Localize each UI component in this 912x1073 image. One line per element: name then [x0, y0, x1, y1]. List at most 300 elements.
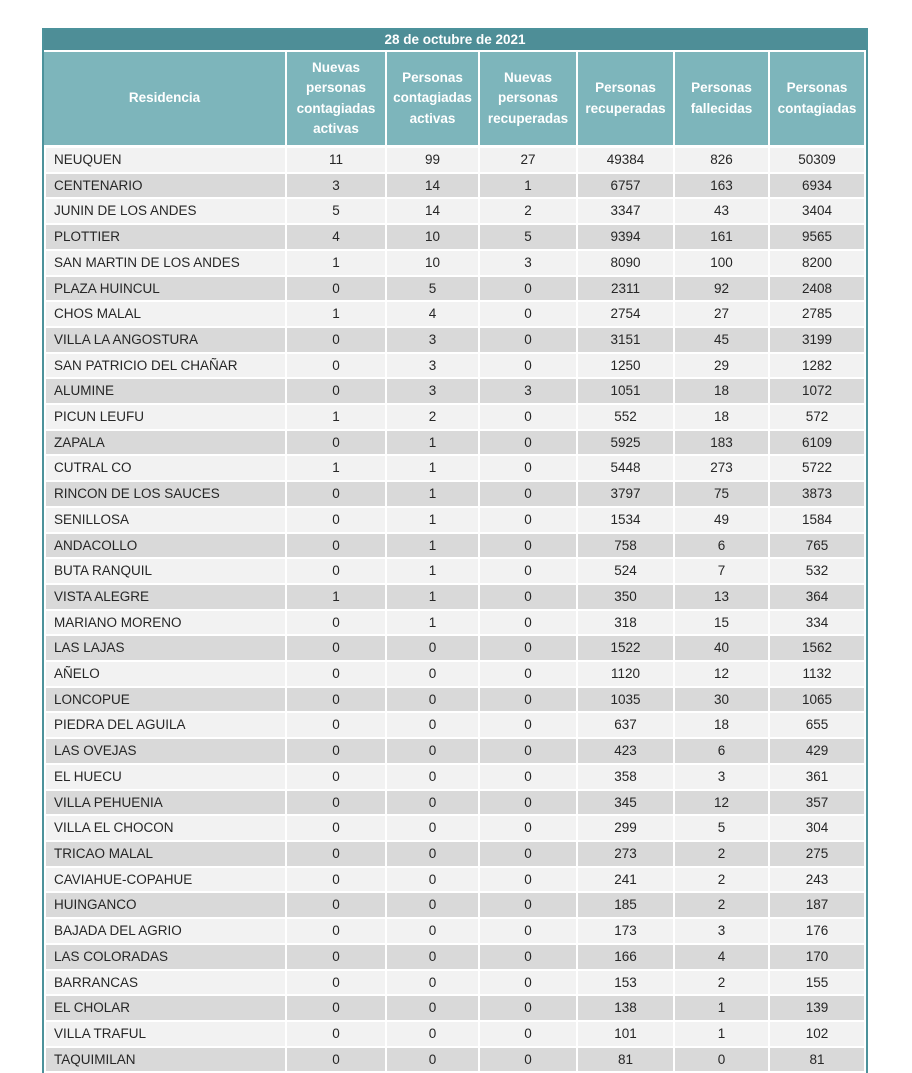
value-cell: 361: [770, 765, 866, 791]
residencia-cell: CENTENARIO: [44, 174, 287, 200]
value-cell: 0: [287, 842, 387, 868]
value-cell: 81: [770, 1048, 866, 1073]
value-cell: 183: [675, 431, 770, 457]
table-body: [44, 148, 866, 1073]
value-cell: 0: [387, 1022, 480, 1048]
residencia-cell: CAVIAHUE-COPAHUE: [44, 868, 287, 894]
table-row: [44, 199, 866, 225]
value-cell: 1: [387, 431, 480, 457]
column-header-fallecidas: Personas fallecidas: [675, 52, 770, 148]
value-cell: 273: [675, 456, 770, 482]
value-cell: 0: [480, 842, 578, 868]
column-header-row: [44, 52, 866, 148]
value-cell: 27: [675, 302, 770, 328]
value-cell: 358: [578, 765, 675, 791]
value-cell: 0: [480, 534, 578, 560]
value-cell: 12: [675, 662, 770, 688]
value-cell: 0: [387, 688, 480, 714]
value-cell: 2: [675, 971, 770, 997]
table-row: [44, 534, 866, 560]
value-cell: 0: [287, 739, 387, 765]
residencia-cell: LAS COLORADAS: [44, 945, 287, 971]
value-cell: 0: [287, 482, 387, 508]
value-cell: 0: [480, 405, 578, 431]
value-cell: 0: [480, 713, 578, 739]
value-cell: 2408: [770, 277, 866, 303]
table-row: [44, 611, 866, 637]
value-cell: 1: [287, 251, 387, 277]
value-cell: 1: [287, 405, 387, 431]
value-cell: 0: [287, 945, 387, 971]
column-header-contagiadas-activas: Personas contagiadas activas: [387, 52, 480, 148]
value-cell: 0: [387, 816, 480, 842]
residencia-cell: BARRANCAS: [44, 971, 287, 997]
value-cell: 27: [480, 148, 578, 174]
value-cell: 1051: [578, 379, 675, 405]
value-cell: 0: [287, 662, 387, 688]
value-cell: 0: [480, 328, 578, 354]
residencia-cell: EL CHOLAR: [44, 996, 287, 1022]
value-cell: 163: [675, 174, 770, 200]
value-cell: 3: [387, 354, 480, 380]
value-cell: 30: [675, 688, 770, 714]
residencia-cell: BAJADA DEL AGRIO: [44, 919, 287, 945]
value-cell: 1: [387, 585, 480, 611]
value-cell: 138: [578, 996, 675, 1022]
value-cell: 14: [387, 199, 480, 225]
residencia-cell: HUINGANCO: [44, 893, 287, 919]
value-cell: 10: [387, 251, 480, 277]
value-cell: 345: [578, 791, 675, 817]
value-cell: 0: [480, 482, 578, 508]
value-cell: 0: [480, 893, 578, 919]
value-cell: 1: [387, 508, 480, 534]
value-cell: 187: [770, 893, 866, 919]
value-cell: 3347: [578, 199, 675, 225]
value-cell: 1250: [578, 354, 675, 380]
value-cell: 0: [287, 765, 387, 791]
column-header-residencia: Residencia: [44, 52, 287, 148]
value-cell: 0: [287, 868, 387, 894]
value-cell: 1534: [578, 508, 675, 534]
value-cell: 0: [480, 868, 578, 894]
residencia-cell: SAN MARTIN DE LOS ANDES: [44, 251, 287, 277]
table-row: [44, 328, 866, 354]
table-row: [44, 379, 866, 405]
value-cell: 9565: [770, 225, 866, 251]
value-cell: 100: [675, 251, 770, 277]
value-cell: 572: [770, 405, 866, 431]
value-cell: 0: [287, 559, 387, 585]
value-cell: 1584: [770, 508, 866, 534]
value-cell: 5448: [578, 456, 675, 482]
table-row: [44, 996, 866, 1022]
value-cell: 3: [480, 251, 578, 277]
value-cell: 166: [578, 945, 675, 971]
value-cell: 2: [480, 199, 578, 225]
value-cell: 0: [480, 971, 578, 997]
value-cell: 9394: [578, 225, 675, 251]
value-cell: 18: [675, 713, 770, 739]
value-cell: 3: [675, 919, 770, 945]
covid-report-table: [42, 28, 868, 1073]
value-cell: 1: [287, 302, 387, 328]
value-cell: 43: [675, 199, 770, 225]
table-row: [44, 431, 866, 457]
value-cell: 0: [387, 996, 480, 1022]
value-cell: 241: [578, 868, 675, 894]
residencia-cell: VILLA EL CHOCON: [44, 816, 287, 842]
value-cell: 13: [675, 585, 770, 611]
value-cell: 357: [770, 791, 866, 817]
table-row: [44, 1048, 866, 1073]
value-cell: 3: [387, 379, 480, 405]
value-cell: 826: [675, 148, 770, 174]
table-row: [44, 945, 866, 971]
value-cell: 170: [770, 945, 866, 971]
residencia-cell: VILLA PEHUENIA: [44, 791, 287, 817]
table-row: [44, 765, 866, 791]
table-row: [44, 971, 866, 997]
value-cell: 0: [387, 893, 480, 919]
value-cell: 176: [770, 919, 866, 945]
value-cell: 10: [387, 225, 480, 251]
value-cell: 2: [675, 893, 770, 919]
value-cell: 173: [578, 919, 675, 945]
value-cell: 304: [770, 816, 866, 842]
value-cell: 0: [480, 739, 578, 765]
value-cell: 0: [387, 945, 480, 971]
value-cell: 153: [578, 971, 675, 997]
table-row: [44, 791, 866, 817]
title-row: [44, 30, 866, 52]
value-cell: 0: [480, 791, 578, 817]
value-cell: 8200: [770, 251, 866, 277]
value-cell: 1: [387, 482, 480, 508]
table-row: [44, 688, 866, 714]
residencia-cell: CUTRAL CO: [44, 456, 287, 482]
residencia-cell: EL HUECU: [44, 765, 287, 791]
residencia-cell: TAQUIMILAN: [44, 1048, 287, 1073]
value-cell: 0: [480, 302, 578, 328]
residencia-cell: NEUQUEN: [44, 148, 287, 174]
value-cell: 3199: [770, 328, 866, 354]
table-row: [44, 482, 866, 508]
value-cell: 0: [287, 791, 387, 817]
value-cell: 8090: [578, 251, 675, 277]
value-cell: 3404: [770, 199, 866, 225]
report-date-title: 28 de octubre de 2021: [44, 30, 866, 52]
value-cell: 0: [387, 868, 480, 894]
value-cell: 275: [770, 842, 866, 868]
value-cell: 0: [287, 1048, 387, 1073]
value-cell: 0: [287, 328, 387, 354]
value-cell: 2: [675, 842, 770, 868]
value-cell: 0: [387, 842, 480, 868]
value-cell: 350: [578, 585, 675, 611]
value-cell: 0: [287, 816, 387, 842]
value-cell: 0: [287, 919, 387, 945]
value-cell: 3: [387, 328, 480, 354]
value-cell: 0: [387, 791, 480, 817]
value-cell: 2: [387, 405, 480, 431]
value-cell: 1035: [578, 688, 675, 714]
value-cell: 0: [387, 662, 480, 688]
value-cell: 0: [480, 431, 578, 457]
value-cell: 0: [287, 379, 387, 405]
value-cell: 0: [480, 919, 578, 945]
table-row: [44, 868, 866, 894]
value-cell: 99: [387, 148, 480, 174]
table-row: [44, 919, 866, 945]
value-cell: 1: [387, 559, 480, 585]
value-cell: 1: [675, 996, 770, 1022]
table-row: [44, 508, 866, 534]
residencia-cell: AÑELO: [44, 662, 287, 688]
value-cell: 101: [578, 1022, 675, 1048]
value-cell: 5722: [770, 456, 866, 482]
value-cell: 0: [287, 996, 387, 1022]
value-cell: 1132: [770, 662, 866, 688]
value-cell: 765: [770, 534, 866, 560]
value-cell: 7: [675, 559, 770, 585]
value-cell: 0: [387, 765, 480, 791]
value-cell: 1282: [770, 354, 866, 380]
value-cell: 1: [675, 1022, 770, 1048]
value-cell: 1: [287, 456, 387, 482]
value-cell: 3797: [578, 482, 675, 508]
value-cell: 0: [480, 688, 578, 714]
value-cell: 6: [675, 739, 770, 765]
value-cell: 364: [770, 585, 866, 611]
value-cell: 532: [770, 559, 866, 585]
value-cell: 4: [675, 945, 770, 971]
value-cell: 49: [675, 508, 770, 534]
value-cell: 273: [578, 842, 675, 868]
table-row: [44, 842, 866, 868]
value-cell: 0: [387, 739, 480, 765]
value-cell: 161: [675, 225, 770, 251]
value-cell: 2754: [578, 302, 675, 328]
table-row: [44, 893, 866, 919]
value-cell: 0: [287, 971, 387, 997]
value-cell: 3873: [770, 482, 866, 508]
column-header-recuperadas: Personas recuperadas: [578, 52, 675, 148]
value-cell: 18: [675, 379, 770, 405]
value-cell: 0: [480, 945, 578, 971]
value-cell: 0: [287, 534, 387, 560]
value-cell: 0: [287, 354, 387, 380]
value-cell: 0: [287, 636, 387, 662]
value-cell: 3151: [578, 328, 675, 354]
value-cell: 185: [578, 893, 675, 919]
value-cell: 3: [480, 379, 578, 405]
residencia-cell: LAS LAJAS: [44, 636, 287, 662]
value-cell: 0: [480, 456, 578, 482]
value-cell: 0: [387, 919, 480, 945]
column-header-nuevas-contagiadas-activas: Nuevas personas contagiadas activas: [287, 52, 387, 148]
value-cell: 0: [480, 996, 578, 1022]
value-cell: 524: [578, 559, 675, 585]
residencia-cell: SENILLOSA: [44, 508, 287, 534]
residencia-cell: PIEDRA DEL AGUILA: [44, 713, 287, 739]
residencia-cell: PLAZA HUINCUL: [44, 277, 287, 303]
value-cell: 4: [287, 225, 387, 251]
value-cell: 0: [387, 1048, 480, 1073]
value-cell: 318: [578, 611, 675, 637]
residencia-cell: BUTA RANQUIL: [44, 559, 287, 585]
table-row: [44, 277, 866, 303]
value-cell: 0: [387, 713, 480, 739]
value-cell: 15: [675, 611, 770, 637]
value-cell: 0: [287, 1022, 387, 1048]
table-row: [44, 174, 866, 200]
value-cell: 92: [675, 277, 770, 303]
residencia-cell: SAN PATRICIO DEL CHAÑAR: [44, 354, 287, 380]
residencia-cell: PLOTTIER: [44, 225, 287, 251]
value-cell: 5: [387, 277, 480, 303]
column-header-contagiadas: Personas contagiadas: [770, 52, 866, 148]
value-cell: 423: [578, 739, 675, 765]
value-cell: 0: [480, 585, 578, 611]
value-cell: 49384: [578, 148, 675, 174]
table-row: [44, 251, 866, 277]
value-cell: 0: [287, 431, 387, 457]
value-cell: 11: [287, 148, 387, 174]
value-cell: 0: [480, 765, 578, 791]
value-cell: 50309: [770, 148, 866, 174]
value-cell: 12: [675, 791, 770, 817]
value-cell: 29: [675, 354, 770, 380]
value-cell: 6757: [578, 174, 675, 200]
value-cell: 5: [675, 816, 770, 842]
residencia-cell: VILLA LA ANGOSTURA: [44, 328, 287, 354]
value-cell: 6934: [770, 174, 866, 200]
value-cell: 2: [675, 868, 770, 894]
residencia-cell: ZAPALA: [44, 431, 287, 457]
value-cell: 1072: [770, 379, 866, 405]
residencia-cell: JUNIN DE LOS ANDES: [44, 199, 287, 225]
value-cell: 1: [387, 456, 480, 482]
value-cell: 14: [387, 174, 480, 200]
value-cell: 299: [578, 816, 675, 842]
value-cell: 0: [387, 971, 480, 997]
value-cell: 75: [675, 482, 770, 508]
residencia-cell: ANDACOLLO: [44, 534, 287, 560]
table-row: [44, 354, 866, 380]
residencia-cell: VILLA TRAFUL: [44, 1022, 287, 1048]
table-row: [44, 816, 866, 842]
value-cell: 4: [387, 302, 480, 328]
value-cell: 334: [770, 611, 866, 637]
value-cell: 0: [287, 277, 387, 303]
value-cell: 0: [387, 636, 480, 662]
value-cell: 81: [578, 1048, 675, 1073]
table-row: [44, 148, 866, 174]
value-cell: 0: [480, 559, 578, 585]
value-cell: 552: [578, 405, 675, 431]
value-cell: 0: [480, 277, 578, 303]
value-cell: 1065: [770, 688, 866, 714]
value-cell: 0: [675, 1048, 770, 1073]
table-row: [44, 225, 866, 251]
value-cell: 18: [675, 405, 770, 431]
value-cell: 45: [675, 328, 770, 354]
residencia-cell: RINCON DE LOS SAUCES: [44, 482, 287, 508]
residencia-cell: TRICAO MALAL: [44, 842, 287, 868]
value-cell: 0: [287, 688, 387, 714]
table-row: [44, 456, 866, 482]
table-row: [44, 636, 866, 662]
value-cell: 1: [287, 585, 387, 611]
value-cell: 429: [770, 739, 866, 765]
value-cell: 655: [770, 713, 866, 739]
value-cell: 0: [480, 1022, 578, 1048]
value-cell: 6: [675, 534, 770, 560]
value-cell: 0: [287, 713, 387, 739]
table-row: [44, 739, 866, 765]
table-row: [44, 302, 866, 328]
value-cell: 3: [675, 765, 770, 791]
value-cell: 1: [387, 611, 480, 637]
value-cell: 1562: [770, 636, 866, 662]
table-row: [44, 559, 866, 585]
residencia-cell: MARIANO MORENO: [44, 611, 287, 637]
value-cell: 637: [578, 713, 675, 739]
residencia-cell: VISTA ALEGRE: [44, 585, 287, 611]
table-row: [44, 585, 866, 611]
value-cell: 1522: [578, 636, 675, 662]
value-cell: 0: [480, 636, 578, 662]
value-cell: 0: [480, 816, 578, 842]
value-cell: 5: [287, 199, 387, 225]
value-cell: 0: [287, 611, 387, 637]
value-cell: 1120: [578, 662, 675, 688]
value-cell: 40: [675, 636, 770, 662]
residencia-cell: ALUMINE: [44, 379, 287, 405]
value-cell: 1: [387, 534, 480, 560]
value-cell: 102: [770, 1022, 866, 1048]
value-cell: 0: [480, 508, 578, 534]
value-cell: 6109: [770, 431, 866, 457]
value-cell: 2311: [578, 277, 675, 303]
value-cell: 139: [770, 996, 866, 1022]
column-header-nuevas-recuperadas: Nuevas personas recuperadas: [480, 52, 578, 148]
value-cell: 0: [480, 1048, 578, 1073]
table-row: [44, 405, 866, 431]
value-cell: 2785: [770, 302, 866, 328]
value-cell: 0: [480, 611, 578, 637]
value-cell: 5925: [578, 431, 675, 457]
value-cell: 0: [480, 354, 578, 380]
residencia-cell: CHOS MALAL: [44, 302, 287, 328]
value-cell: 0: [287, 508, 387, 534]
value-cell: 0: [287, 893, 387, 919]
residencia-cell: PICUN LEUFU: [44, 405, 287, 431]
table-row: [44, 662, 866, 688]
value-cell: 5: [480, 225, 578, 251]
value-cell: 758: [578, 534, 675, 560]
value-cell: 0: [480, 662, 578, 688]
value-cell: 3: [287, 174, 387, 200]
table-row: [44, 1022, 866, 1048]
value-cell: 1: [480, 174, 578, 200]
residencia-cell: LONCOPUE: [44, 688, 287, 714]
residencia-cell: LAS OVEJAS: [44, 739, 287, 765]
value-cell: 155: [770, 971, 866, 997]
table-row: [44, 713, 866, 739]
value-cell: 243: [770, 868, 866, 894]
